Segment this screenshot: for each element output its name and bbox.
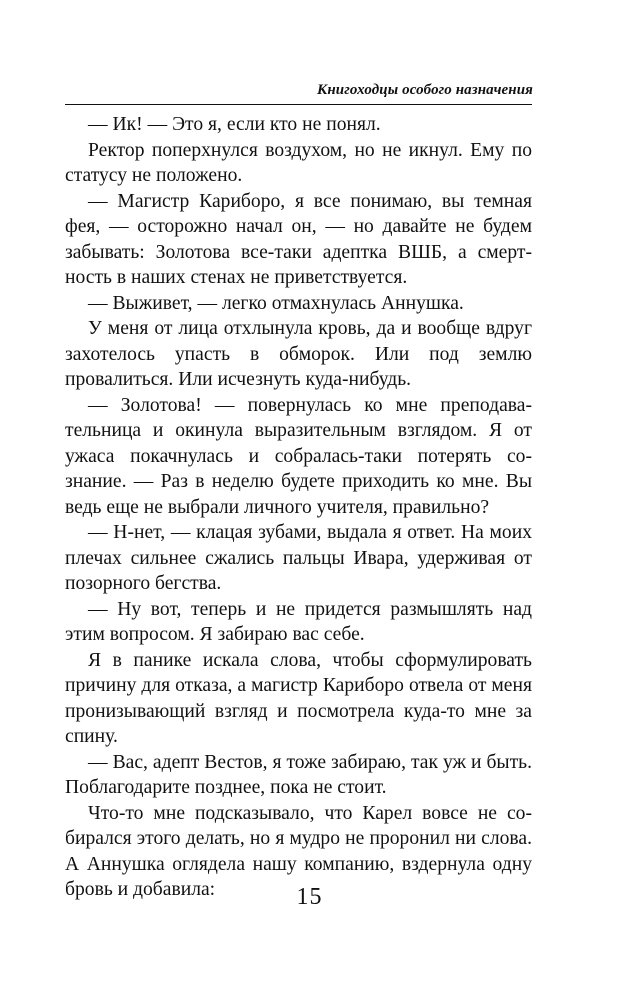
body-text	[65, 112, 532, 903]
header-rule	[65, 104, 532, 105]
paragraph: — Ну вот, теперь и не придется размышлять над этим вопросом. Я забираю вас себе.	[65, 598, 532, 645]
paragraph: — Ик! — Это я, если кто не понял.	[88, 114, 381, 135]
page-number: 15	[296, 884, 323, 910]
paragraph: Я в панике искала слова, чтобы сформулировать причину для отказа, а магистр Кариборо отвела от меня пронизывающий взгляд и посмотрела куда-то мне за спину.	[65, 649, 532, 747]
paragraph: У меня от лица отхлынула кровь, да и вообще вдруг захотелось упасть в обморок. Или под землю провалиться. Или исчезнуть куда-нибудь.	[65, 318, 532, 390]
paragraph: — Магистр Кариборо, я все понимаю, вы темная фея, — осторожно начал он, — но давайте не будем забывать: Золотова все-таки адептка ВШБ, а смертность в наших стенах не приветствуется.	[65, 190, 532, 288]
paragraph: — Н-нет, — клацая зубами, выдала я ответ. На моих плечах сильнее сжались пальцы Ивара, удерживая от позорного бегства.	[65, 522, 532, 594]
paragraph: — Выживет, — легко отмахнулась Аннушка.	[88, 292, 464, 314]
paragraph: — Вас, адепт Вестов, я тоже забираю, так уж и быть. Поблагодарите позднее, пока не стоит.	[65, 751, 532, 798]
paragraph: Ректор поперхнулся воздухом, но не икнул. Ему по статусу не положено.	[65, 139, 532, 186]
running-head: Книгоходцы особого назначения	[317, 82, 533, 98]
paragraph: Что-то мне подсказывало, что Карел вовсе не собирался этого делать, но я мудро не проронил ни слова. А Аннушка оглядела нашу компанию, вздернула одну бровь и добавила:	[65, 802, 532, 900]
paragraph: — Золотова! — повернулась ко мне преподавательница и окинула выразительным взглядом. Я от ужаса покачнулась и собралась-таки потерять сознание. — Раз в неделю будете приходить ко мне. Вы ведь еще не выбрали личного учителя, правильно?	[65, 394, 532, 518]
